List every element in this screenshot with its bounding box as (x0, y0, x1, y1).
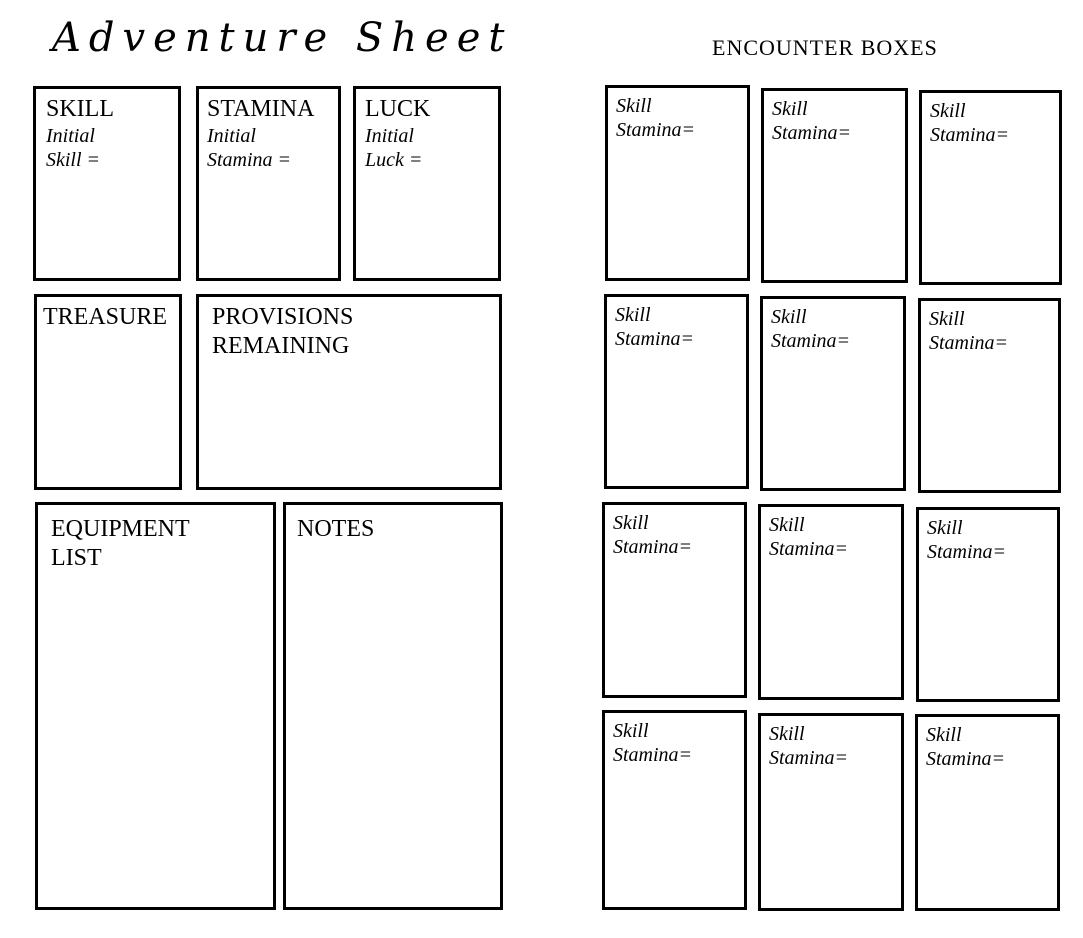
encounter-stamina-label: Stamina= (613, 744, 693, 766)
encounter-skill-label: Skill (929, 308, 965, 330)
treasure-box[interactable] (34, 294, 182, 490)
encounter-stamina-label: Stamina= (772, 122, 852, 144)
encounter-stamina-label: Stamina= (930, 124, 1010, 146)
encounter-box-5[interactable] (760, 296, 906, 491)
provisions-label-line2: REMAINING (212, 333, 350, 359)
encounter-box-10[interactable] (602, 710, 747, 910)
skill-label: SKILL (46, 96, 114, 122)
encounter-stamina-label: Stamina= (616, 119, 696, 141)
provisions-label-line1: PROVISIONS (212, 304, 354, 330)
skill-initial-label: Initial (46, 125, 95, 147)
encounter-skill-label: Skill (769, 723, 805, 745)
encounter-stamina-label: Stamina= (771, 330, 851, 352)
encounter-stamina-label: Stamina= (615, 328, 695, 350)
equipment-list-box[interactable] (35, 502, 276, 910)
luck-initial-field: Luck = (365, 149, 423, 171)
encounter-stamina-label: Stamina= (613, 536, 693, 558)
encounter-box-3[interactable] (919, 90, 1062, 285)
encounter-box-7[interactable] (602, 502, 747, 698)
provisions-box[interactable] (196, 294, 502, 490)
stamina-label: STAMINA (207, 96, 315, 122)
encounter-boxes-header: ENCOUNTER BOXES (712, 35, 938, 60)
encounter-skill-label: Skill (930, 100, 966, 122)
encounter-skill-label: Skill (926, 724, 962, 746)
encounter-skill-label: Skill (613, 512, 649, 534)
encounter-skill-label: Skill (613, 720, 649, 742)
encounter-stamina-label: Stamina= (929, 332, 1009, 354)
encounter-skill-label: Skill (615, 304, 651, 326)
encounter-skill-label: Skill (772, 98, 808, 120)
encounter-box-12[interactable] (915, 714, 1060, 911)
encounter-box-2[interactable] (761, 88, 908, 283)
treasure-label: TREASURE (43, 304, 168, 330)
skill-initial-field: Skill = (46, 149, 101, 171)
sheet-title: Adventure Sheet (52, 15, 513, 61)
skill-box[interactable] (33, 86, 181, 281)
encounter-skill-label: Skill (769, 514, 805, 536)
encounter-box-8[interactable] (758, 504, 904, 700)
equipment-label-line2: LIST (51, 545, 102, 571)
encounter-box-9[interactable] (916, 507, 1060, 702)
encounter-skill-label: Skill (771, 306, 807, 328)
encounter-box-1[interactable] (605, 85, 750, 281)
luck-initial-label: Initial (365, 125, 414, 147)
stamina-initial-field: Stamina = (207, 149, 292, 171)
encounter-box-6[interactable] (918, 298, 1061, 493)
encounter-stamina-label: Stamina= (769, 538, 849, 560)
notes-box[interactable] (283, 502, 503, 910)
stamina-box[interactable] (196, 86, 341, 281)
encounter-box-11[interactable] (758, 713, 904, 911)
stamina-initial-label: Initial (207, 125, 256, 147)
encounter-box-4[interactable] (604, 294, 749, 489)
encounter-skill-label: Skill (927, 517, 963, 539)
equipment-label-line1: EQUIPMENT (51, 516, 190, 542)
encounter-skill-label: Skill (616, 95, 652, 117)
luck-box[interactable] (353, 86, 501, 281)
encounter-stamina-label: Stamina= (769, 747, 849, 769)
notes-label: NOTES (297, 516, 375, 542)
encounter-stamina-label: Stamina= (927, 541, 1007, 563)
encounter-stamina-label: Stamina= (926, 748, 1006, 770)
luck-label: LUCK (365, 96, 431, 122)
